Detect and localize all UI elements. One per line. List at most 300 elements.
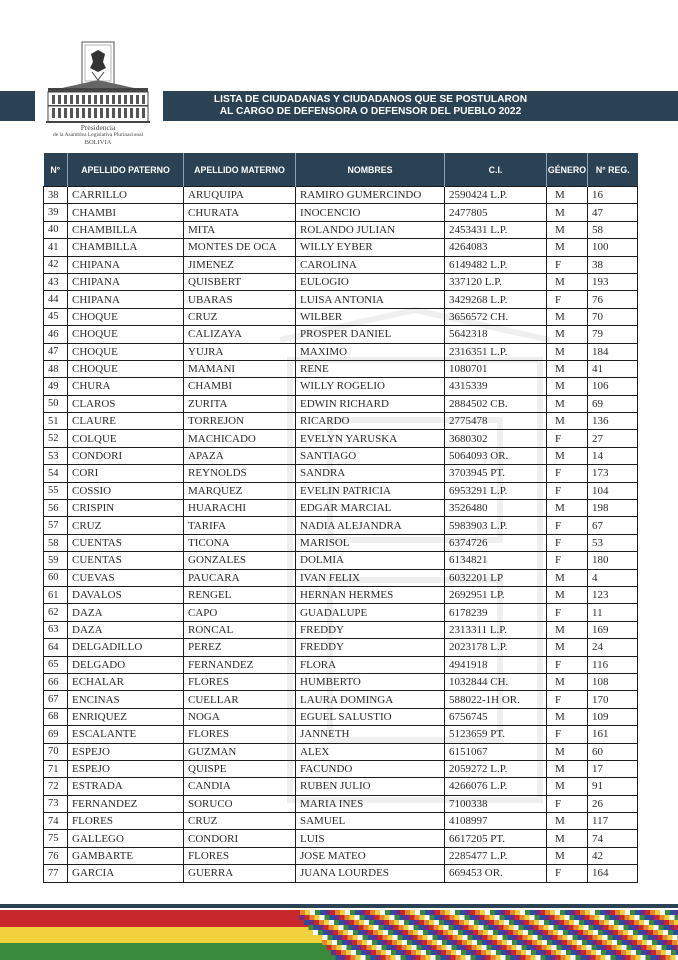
cell-number: 64 xyxy=(44,639,68,656)
wiphala-square xyxy=(452,940,457,945)
wiphala-square xyxy=(524,920,529,925)
wiphala-square xyxy=(586,950,591,955)
wiphala-square xyxy=(659,920,664,925)
wiphala-square xyxy=(559,925,564,930)
table-row xyxy=(44,465,638,482)
cell-apellido-materno: PAUCARA xyxy=(184,569,296,586)
wiphala-square xyxy=(552,940,557,945)
wiphala-square xyxy=(334,925,339,930)
wiphala-square xyxy=(401,950,406,955)
wiphala-square xyxy=(504,920,509,925)
wiphala-square xyxy=(494,920,499,925)
wiphala-square xyxy=(655,915,660,920)
wiphala-square xyxy=(623,935,628,940)
wiphala-square xyxy=(353,935,358,940)
wiphala-square xyxy=(399,925,404,930)
wiphala-square xyxy=(607,945,612,950)
wiphala-square xyxy=(430,915,435,920)
cell-genero: M xyxy=(547,239,588,256)
wiphala-square xyxy=(673,935,678,940)
wiphala-square xyxy=(620,915,625,920)
candidates-table xyxy=(43,153,638,883)
cell-number: 44 xyxy=(44,291,68,308)
cell-number: 73 xyxy=(44,795,68,812)
wiphala-square xyxy=(553,930,558,935)
cell-number: 48 xyxy=(44,360,68,377)
wiphala-square xyxy=(320,915,325,920)
cell-number: 62 xyxy=(44,604,68,621)
column-header-apellido-paterno: APELLIDO PATERNO xyxy=(68,153,184,187)
cell-apellido-materno: ZURITA xyxy=(184,395,296,412)
wiphala-square xyxy=(492,940,497,945)
logo-caption-line2: de la Asamblea Legislativa Plurinacional xyxy=(52,132,144,138)
wiphala-square xyxy=(407,945,412,950)
cell-ci: 2692951 LP. xyxy=(445,586,547,603)
wiphala-square xyxy=(536,950,541,955)
wiphala-square xyxy=(505,915,510,920)
wiphala-square xyxy=(560,915,565,920)
column-header-nombres: NOMBRES xyxy=(296,153,445,187)
wiphala-square xyxy=(538,935,543,940)
wiphala-square xyxy=(662,940,667,945)
cell-nombres: EDWIN RICHARD xyxy=(296,395,445,412)
cell-apellido-materno: GONZALES xyxy=(184,552,296,569)
wiphala-square xyxy=(607,940,612,945)
wiphala-square xyxy=(477,940,482,945)
wiphala-square xyxy=(450,910,455,915)
wiphala-square xyxy=(309,920,314,925)
wiphala-square xyxy=(513,930,518,935)
cell-genero: F xyxy=(547,465,588,482)
table-row xyxy=(44,847,638,864)
cell-nombres: PROSPER DANIEL xyxy=(296,326,445,343)
wiphala-square xyxy=(474,925,479,930)
wiphala-square xyxy=(411,955,416,960)
wiphala-square xyxy=(563,935,568,940)
wiphala-square xyxy=(531,955,536,960)
cell-registro: 47 xyxy=(588,204,638,221)
wiphala-square xyxy=(506,955,511,960)
wiphala-square xyxy=(635,910,640,915)
wiphala-square xyxy=(338,930,343,935)
wiphala-square xyxy=(328,930,333,935)
table-row xyxy=(44,743,638,760)
cell-genero: F xyxy=(547,726,588,743)
wiphala-square xyxy=(401,955,406,960)
wiphala-square xyxy=(418,935,423,940)
cell-registro: 136 xyxy=(588,413,638,430)
wiphala-square xyxy=(500,915,505,920)
wiphala-square xyxy=(341,955,346,960)
wiphala-square xyxy=(641,950,646,955)
wiphala-square xyxy=(634,925,639,930)
wiphala-square xyxy=(385,915,390,920)
wiphala-square xyxy=(593,935,598,940)
cell-nombres: ALEX xyxy=(296,743,445,760)
wiphala-square xyxy=(581,950,586,955)
wiphala-square xyxy=(547,945,552,950)
cell-registro: 116 xyxy=(588,656,638,673)
wiphala-square xyxy=(499,920,504,925)
wiphala-square xyxy=(319,925,324,930)
wiphala-square xyxy=(493,930,498,935)
cell-genero: F xyxy=(547,604,588,621)
cell-apellido-materno: FERNANDEZ xyxy=(184,656,296,673)
wiphala-square xyxy=(626,950,631,955)
cell-apellido-paterno: CHOQUE xyxy=(68,343,184,360)
wiphala-square xyxy=(473,935,478,940)
wiphala-square xyxy=(647,945,652,950)
wiphala-square xyxy=(314,925,319,930)
table-row xyxy=(44,308,638,325)
wiphala-square xyxy=(562,945,567,950)
wiphala-square xyxy=(654,920,659,925)
wiphala-square xyxy=(568,935,573,940)
wiphala-square xyxy=(572,940,577,945)
wiphala-square xyxy=(346,950,351,955)
wiphala-square xyxy=(513,935,518,940)
cell-apellido-materno: JIMENEZ xyxy=(184,256,296,273)
wiphala-square xyxy=(605,910,610,915)
cell-apellido-materno: MAMANI xyxy=(184,360,296,377)
wiphala-square xyxy=(305,915,310,920)
wiphala-square xyxy=(653,930,658,935)
wiphala-square xyxy=(571,955,576,960)
wiphala-square xyxy=(381,950,386,955)
cell-genero: M xyxy=(547,413,588,430)
cell-registro: 106 xyxy=(588,378,638,395)
wiphala-square xyxy=(356,950,361,955)
wiphala-square xyxy=(444,925,449,930)
wiphala-square xyxy=(436,955,441,960)
wiphala-square xyxy=(437,940,442,945)
wiphala-square xyxy=(310,915,315,920)
cell-registro: 58 xyxy=(588,221,638,238)
wiphala-square xyxy=(663,935,668,940)
cell-ci: 2313311 L.P. xyxy=(445,621,547,638)
wiphala-square xyxy=(462,945,467,950)
wiphala-square xyxy=(672,940,677,945)
cell-nombres: LAURA DOMINGA xyxy=(296,691,445,708)
cell-apellido-materno: FLORES xyxy=(184,726,296,743)
wiphala-square xyxy=(570,910,575,915)
table-row xyxy=(44,517,638,534)
wiphala-square xyxy=(327,940,332,945)
wiphala-square xyxy=(318,935,323,940)
cell-apellido-materno: UBARAS xyxy=(184,291,296,308)
table-row xyxy=(44,221,638,238)
wiphala-square xyxy=(438,930,443,935)
wiphala-square xyxy=(333,935,338,940)
wiphala-square xyxy=(636,955,641,960)
wiphala-square xyxy=(567,940,572,945)
wiphala-square xyxy=(562,940,567,945)
wiphala-square xyxy=(606,955,611,960)
cell-number: 63 xyxy=(44,621,68,638)
wiphala-square xyxy=(540,915,545,920)
cell-apellido-materno: TARIFA xyxy=(184,517,296,534)
wiphala-square xyxy=(646,955,651,960)
cell-registro: 14 xyxy=(588,447,638,464)
table-row xyxy=(44,760,638,777)
cell-nombres: JANNETH xyxy=(296,726,445,743)
wiphala-square xyxy=(522,940,527,945)
wiphala-square xyxy=(532,940,537,945)
wiphala-square xyxy=(344,920,349,925)
wiphala-square xyxy=(564,925,569,930)
wiphala-square xyxy=(525,910,530,915)
cell-number: 53 xyxy=(44,447,68,464)
wiphala-square xyxy=(387,945,392,950)
wiphala-square xyxy=(490,910,495,915)
wiphala-square xyxy=(551,950,556,955)
wiphala-square xyxy=(470,910,475,915)
wiphala-square xyxy=(670,910,675,915)
cell-genero: F xyxy=(547,430,588,447)
wiphala-square xyxy=(548,935,553,940)
cell-registro: 4 xyxy=(588,569,638,586)
wiphala-square xyxy=(479,920,484,925)
wiphala-square xyxy=(658,930,663,935)
wiphala-square xyxy=(405,915,410,920)
wiphala-square xyxy=(426,955,431,960)
wiphala-square xyxy=(567,945,572,950)
wiphala-square xyxy=(543,935,548,940)
wiphala-square xyxy=(363,930,368,935)
wiphala-square xyxy=(509,920,514,925)
wiphala-square xyxy=(458,930,463,935)
table-row xyxy=(44,569,638,586)
wiphala-square xyxy=(617,945,622,950)
cell-nombres: FACUNDO xyxy=(296,760,445,777)
wiphala-square xyxy=(333,930,338,935)
wiphala-square xyxy=(665,915,670,920)
wiphala-square xyxy=(420,915,425,920)
wiphala-square xyxy=(322,940,327,945)
wiphala-square xyxy=(644,925,649,930)
wiphala-square xyxy=(532,945,537,950)
cell-apellido-materno: GUZMAN xyxy=(184,743,296,760)
wiphala-square xyxy=(489,920,494,925)
wiphala-square xyxy=(661,955,666,960)
wiphala-square xyxy=(466,950,471,955)
cell-nombres: EVELYN YARUSKA xyxy=(296,430,445,447)
cell-number: 49 xyxy=(44,378,68,395)
cell-nombres: SAMUEL xyxy=(296,813,445,830)
wiphala-square xyxy=(565,915,570,920)
wiphala-square xyxy=(396,950,401,955)
cell-ci: 6134821 xyxy=(445,552,547,569)
wiphala-square xyxy=(417,945,422,950)
wiphala-square xyxy=(506,950,511,955)
wiphala-square xyxy=(496,950,501,955)
cell-genero: M xyxy=(547,673,588,690)
cell-registro: 198 xyxy=(588,500,638,517)
cell-genero: F xyxy=(547,482,588,499)
wiphala-square xyxy=(315,910,320,915)
cell-apellido-paterno: GALLEGO xyxy=(68,830,184,847)
wiphala-square xyxy=(654,925,659,930)
wiphala-square xyxy=(472,945,477,950)
wiphala-square xyxy=(569,925,574,930)
wiphala-square xyxy=(628,935,633,940)
wiphala-square xyxy=(366,950,371,955)
wiphala-square xyxy=(634,920,639,925)
cell-ci: 669453 OR. xyxy=(445,865,547,882)
wiphala-square xyxy=(541,955,546,960)
wiphala-square xyxy=(604,920,609,925)
cell-apellido-materno: APAZA xyxy=(184,447,296,464)
wiphala-square xyxy=(610,915,615,920)
wiphala-square xyxy=(335,910,340,915)
cell-apellido-materno: ARUQUIPA xyxy=(184,187,296,204)
table-row xyxy=(44,708,638,725)
cell-number: 71 xyxy=(44,760,68,777)
wiphala-square xyxy=(636,950,641,955)
wiphala-square xyxy=(622,940,627,945)
wiphala-square xyxy=(434,920,439,925)
wiphala-square xyxy=(657,940,662,945)
cell-apellido-paterno: FLORES xyxy=(68,813,184,830)
wiphala-square xyxy=(508,930,513,935)
wiphala-square xyxy=(397,945,402,950)
wiphala-square xyxy=(350,910,355,915)
table-row xyxy=(44,621,638,638)
wiphala-square xyxy=(487,940,492,945)
cell-apellido-materno: CHAMBI xyxy=(184,378,296,395)
wiphala-square xyxy=(610,910,615,915)
wiphala-square xyxy=(494,925,499,930)
cell-number: 42 xyxy=(44,256,68,273)
cell-registro: 70 xyxy=(588,308,638,325)
cell-genero: F xyxy=(547,552,588,569)
wiphala-square xyxy=(568,930,573,935)
cell-apellido-materno: PEREZ xyxy=(184,639,296,656)
wiphala-square xyxy=(441,950,446,955)
wiphala-square xyxy=(514,925,519,930)
wiphala-square xyxy=(557,940,562,945)
wiphala-square xyxy=(391,955,396,960)
cell-apellido-paterno: ESPEJO xyxy=(68,743,184,760)
wiphala-square xyxy=(526,955,531,960)
wiphala-square xyxy=(638,930,643,935)
cell-number: 66 xyxy=(44,673,68,690)
wiphala-square xyxy=(451,955,456,960)
wiphala-square xyxy=(477,945,482,950)
wiphala-square xyxy=(385,910,390,915)
wiphala-square xyxy=(469,920,474,925)
wiphala-square xyxy=(639,920,644,925)
wiphala-square xyxy=(313,930,318,935)
wiphala-square xyxy=(569,920,574,925)
wiphala-square xyxy=(503,930,508,935)
wiphala-square xyxy=(625,910,630,915)
cell-registro: 193 xyxy=(588,273,638,290)
wiphala-square xyxy=(363,935,368,940)
cell-number: 43 xyxy=(44,273,68,290)
wiphala-square xyxy=(642,940,647,945)
wiphala-square xyxy=(627,945,632,950)
wiphala-square xyxy=(423,935,428,940)
wiphala-square xyxy=(615,910,620,915)
wiphala-square xyxy=(389,925,394,930)
wiphala-square xyxy=(440,915,445,920)
wiphala-square xyxy=(368,935,373,940)
wiphala-square xyxy=(553,935,558,940)
wiphala-square xyxy=(413,935,418,940)
wiphala-square xyxy=(485,915,490,920)
wiphala-square xyxy=(615,915,620,920)
table-row xyxy=(44,586,638,603)
wiphala-square xyxy=(342,945,347,950)
wiphala-square xyxy=(545,915,550,920)
table-row xyxy=(44,343,638,360)
column-header-registro: N° REG. xyxy=(588,153,638,187)
wiphala-square xyxy=(623,930,628,935)
cell-ci: 3526480 xyxy=(445,500,547,517)
wiphala-square xyxy=(672,945,677,950)
wiphala-square xyxy=(486,955,491,960)
cell-apellido-paterno: COSSIO xyxy=(68,482,184,499)
wiphala-square xyxy=(359,920,364,925)
cell-nombres: LUIS xyxy=(296,830,445,847)
wiphala-square xyxy=(463,935,468,940)
cell-registro: 41 xyxy=(588,360,638,377)
wiphala-square xyxy=(583,935,588,940)
wiphala-square xyxy=(443,935,448,940)
wiphala-square xyxy=(429,925,434,930)
wiphala-square xyxy=(601,955,606,960)
cell-nombres: MARISOL xyxy=(296,534,445,551)
wiphala-square xyxy=(370,915,375,920)
wiphala-square xyxy=(369,920,374,925)
cell-registro: 184 xyxy=(588,343,638,360)
cell-nombres: EDGAR MARCIAL xyxy=(296,500,445,517)
column-header-genero: GÉNERO xyxy=(547,153,588,187)
wiphala-square xyxy=(339,920,344,925)
wiphala-square xyxy=(395,915,400,920)
wiphala-square xyxy=(412,945,417,950)
table-row xyxy=(44,447,638,464)
table-row xyxy=(44,639,638,656)
wiphala-square xyxy=(570,915,575,920)
wiphala-square xyxy=(337,945,342,950)
wiphala-square xyxy=(430,910,435,915)
cell-nombres: EULOGIO xyxy=(296,273,445,290)
wiphala-square xyxy=(391,950,396,955)
wiphala-square xyxy=(665,910,670,915)
wiphala-square xyxy=(522,945,527,950)
wiphala-square xyxy=(324,925,329,930)
cell-nombres: FREDDY xyxy=(296,621,445,638)
wiphala-square xyxy=(498,935,503,940)
wiphala-square xyxy=(402,945,407,950)
table-row xyxy=(44,726,638,743)
wiphala-square xyxy=(382,940,387,945)
wiphala-square xyxy=(348,930,353,935)
cell-genero: M xyxy=(547,221,588,238)
wiphala-square xyxy=(596,950,601,955)
table-row xyxy=(44,187,638,204)
cell-apellido-materno: CUELLAR xyxy=(184,691,296,708)
cell-nombres: EVELIN PATRICIA xyxy=(296,482,445,499)
wiphala-square xyxy=(370,910,375,915)
wiphala-square xyxy=(606,950,611,955)
wiphala-square xyxy=(425,915,430,920)
wiphala-square xyxy=(373,935,378,940)
wiphala-square xyxy=(398,935,403,940)
wiphala-square xyxy=(662,945,667,950)
